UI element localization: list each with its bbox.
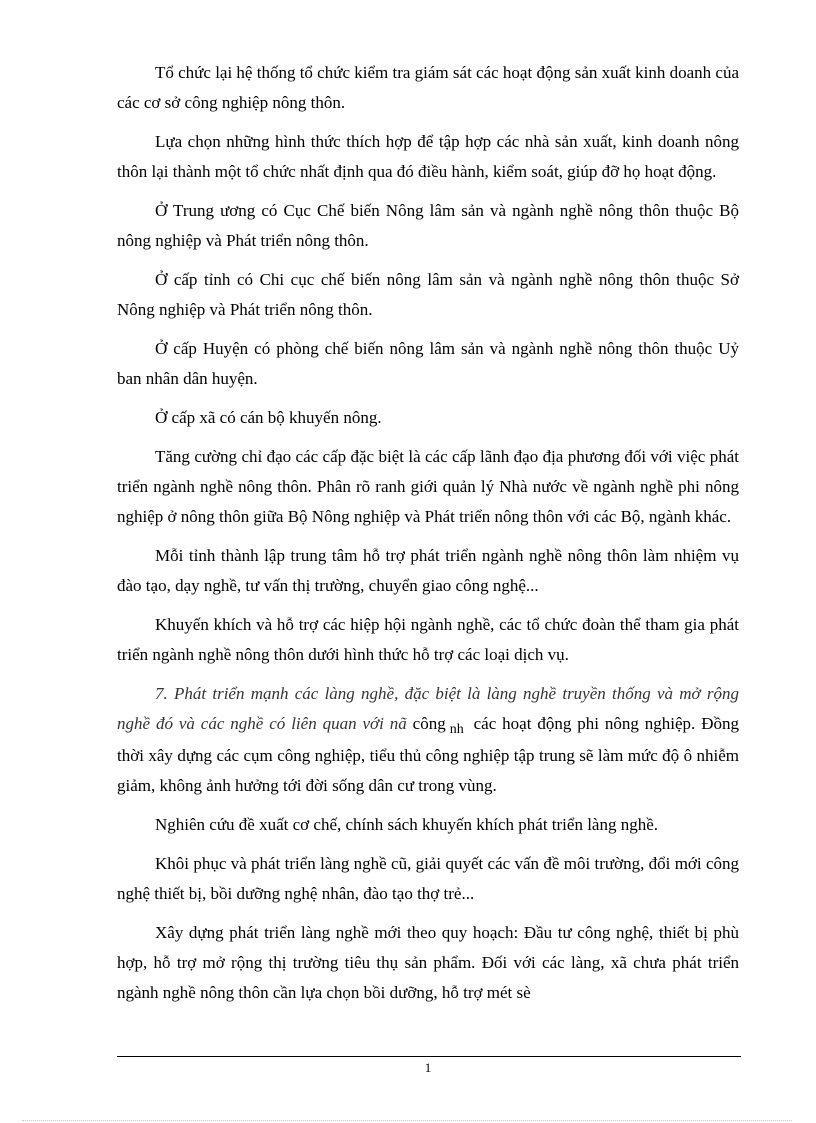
paragraph-10: Nghiên cứu đề xuất cơ chế, chính sách khuyến khích phát triển làng nghề. bbox=[155, 815, 659, 834]
document-body bbox=[117, 58, 739, 1017]
footer-divider bbox=[117, 1056, 741, 1057]
paragraph-2: Lựa chọn những hình thức thích hợp để tập hợp các nhà sản xuất, kinh doanh nông thôn lại thành một tổ chức nhất định qua đó điều hành, kiểm soát, giúp đỡ họ hoạt động. bbox=[117, 132, 739, 181]
item-7-italic-heading: 7. Phát triển mạnh các làng nghề, đặc biệt là làng nghề truyền thống và mở rộng nghề đó và các nghề có liên quan với nã bbox=[117, 684, 739, 733]
paragraph-11: Khôi phục và phát triển làng nghề cũ, giải quyết các vấn đề môi trường, đổi mới công nghệ thiết bị, bồi dưỡng nghệ nhân, đào tạo thợ trẻ... bbox=[117, 854, 739, 903]
paragraph-3: Ở Trung ương có Cục Chế biến Nông lâm sản và ngành nghề nông thôn thuộc Bộ nông nghiệp và Phát triển nông thôn. bbox=[117, 201, 739, 250]
paragraph-8: Mỗi tỉnh thành lập trung tâm hỗ trợ phát triển ngành nghề nông thôn làm nhiệm vụ đào tạo, dạy nghề, tư vấn thị trường, chuyển giao công nghệ... bbox=[117, 546, 739, 595]
item-7-word: công bbox=[412, 714, 446, 733]
paragraph-9: Khuyến khích và hỗ trợ các hiệp hội ngành nghề, các tổ chức đoàn thể tham gia phát triển ngành nghề nông thôn dưới hình thức hỗ trợ các loại dịch vụ. bbox=[117, 615, 739, 664]
item-7-rest: các hoạt động phi nông nghiệp. Đồng thời xây dựng các cụm công nghiệp, tiểu thủ công nghiệp tập trung sẽ làm mức độ ô nhiễm giảm, không ảnh hưởng tới đời sống dân cư trong vùng. bbox=[117, 714, 739, 795]
page-edge-divider bbox=[22, 1120, 792, 1121]
paragraph-6: Ở cấp xã có cán bộ khuyến nông. bbox=[155, 408, 382, 427]
paragraph-item-7 bbox=[117, 679, 739, 801]
paragraph-12: Xây dựng phát triển làng nghề mới theo quy hoạch: Đầu tư công nghệ, thiết bị phù hợp, hỗ trợ mở rộng thị trường tiêu thụ sản phẩm. Đối với các làng, xã chưa phát triển ngành nghề nông thôn cần lựa chọn bồi dưỡng, hỗ trợ mét sè bbox=[117, 923, 739, 1002]
page-number: 1 bbox=[424, 1060, 432, 1075]
paragraph-7: Tăng cường chỉ đạo các cấp đặc biệt là các cấp lãnh đạo địa phương đối với việc phát triển ngành nghề nông thôn. Phân rõ ranh giới quản lý Nhà nước về ngành nghề phi nông nghiệp ở nông thôn giữa Bộ Nông nghiệp và Phát triển nông thôn với các Bộ, ngành khác. bbox=[117, 447, 739, 526]
paragraph-1: Tổ chức lại hệ thống tổ chức kiểm tra giám sát các hoạt động sản xuất kinh doanh của các cơ sở công nghiệp nông thôn. bbox=[117, 63, 739, 112]
paragraph-4: Ở cấp tỉnh có Chi cục chế biến nông lâm sản và ngành nghề nông thôn thuộc Sở Nông nghiệp và Phát triển nông thôn. bbox=[117, 270, 739, 319]
item-7-subscript: nh bbox=[449, 722, 464, 737]
paragraph-5: Ở cấp Huyện có phòng chế biến nông lâm sản và ngành nghề nông thôn thuộc Uỷ ban nhân dân huyện. bbox=[117, 339, 739, 388]
